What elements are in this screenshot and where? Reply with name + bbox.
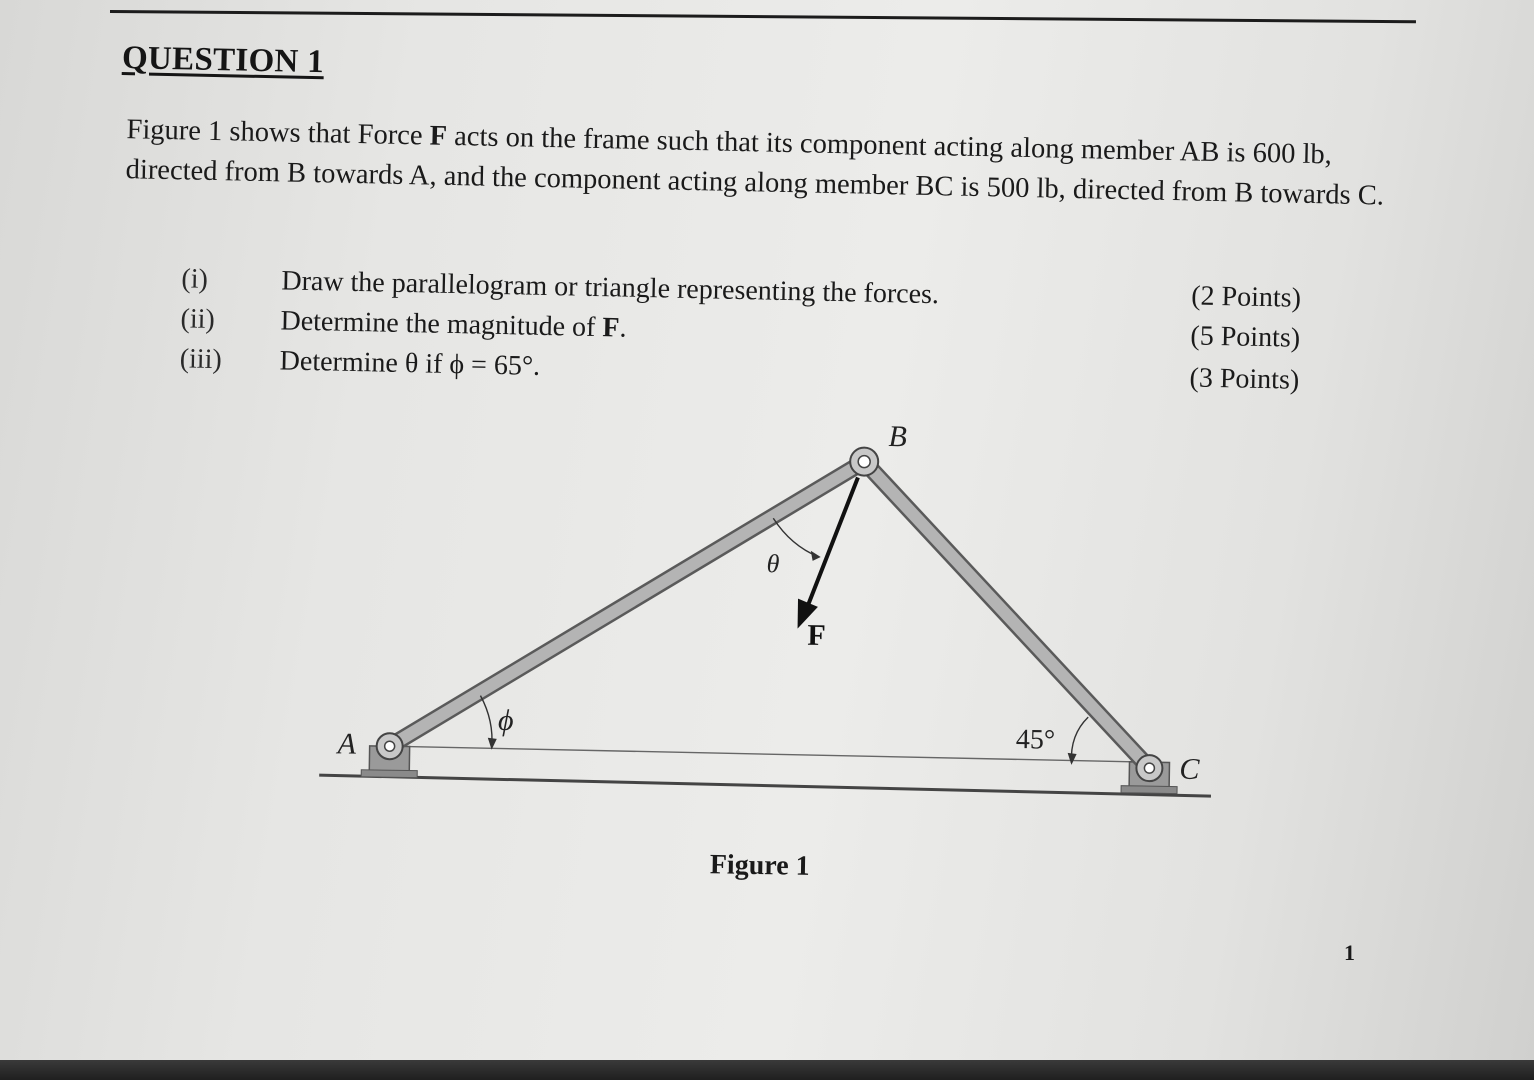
pin-a-hole [385,741,395,751]
part-i-text: Draw the parallelogram or triangle representing the forces. [281,265,940,311]
pin-b-hole [858,456,870,468]
support-a-base [361,770,417,778]
part-iii-text: Determine θ if ϕ = 65°. [279,345,541,382]
label-f: F [807,618,827,653]
part-i-points: (2 Points) [1190,280,1302,314]
part-ii-bold: F [602,312,620,344]
part-ii: (ii) Determine the magnitude of F. [180,303,627,344]
label-b: B [888,420,908,454]
bottom-edge [0,1060,1534,1080]
question-title: QUESTION 1 [121,40,325,81]
part-i-number: (i) [181,263,209,295]
member-ab [390,454,865,753]
label-phi: ϕ [497,703,514,738]
label-a: A [337,727,357,761]
part-iii-points: (3 Points) [1189,362,1300,396]
part-ii-points: (5 Points) [1190,320,1301,354]
figure-caption: Figure 1 [709,849,810,882]
label-angle-c: 45° [1015,724,1056,756]
support-c-base [1121,786,1177,794]
theta-arrowhead [811,551,821,561]
part-ii-text: Determine the magnitude of [280,305,603,344]
part-iii-number: (iii) [179,343,223,376]
theta-arc [773,518,820,557]
part-ii-number: (ii) [180,303,216,336]
angle-c-arrowhead [1067,753,1076,765]
question-intro: Figure 1 shows that Force F acts on the frame such that its component acting along member AB is 600 lb, directed from B towards A, and the component acting along member BC is 500 lb, directed from B towards C. [125,114,1385,212]
page-number: 1 [1344,940,1355,965]
label-theta: θ [766,549,780,579]
label-c: C [1179,752,1200,786]
member-bc [859,462,1154,769]
pin-c-hole [1144,763,1154,773]
ground-line [319,775,1211,796]
